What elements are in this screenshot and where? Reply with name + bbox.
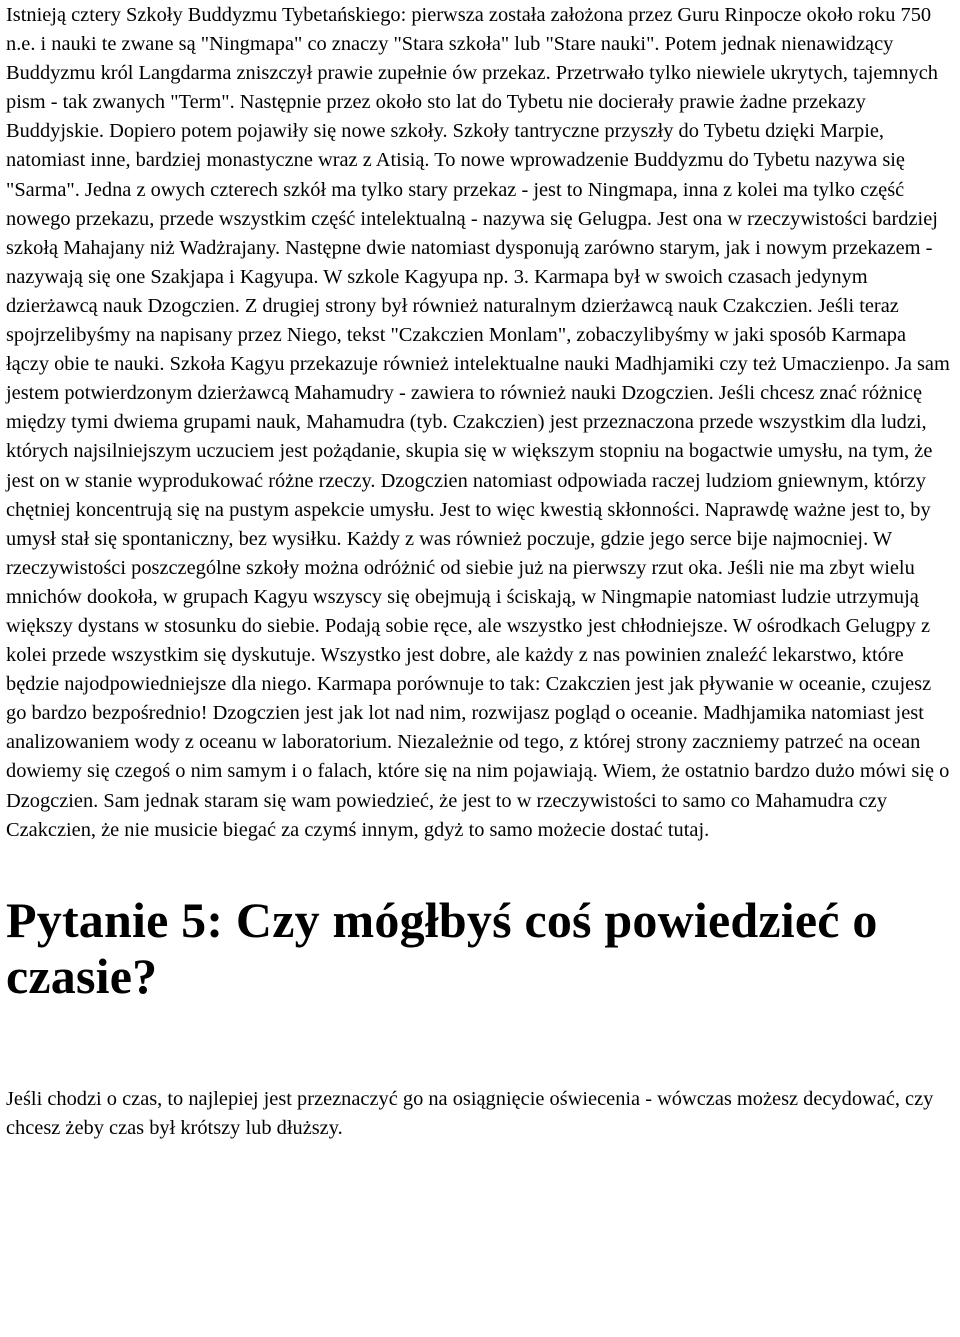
- question-heading: Pytanie 5: Czy mógłbyś coś powiedzieć o czasie?: [6, 891, 878, 1004]
- body-paragraph-time: Jeśli chodzi o czas, to najlepiej jest przeznaczyć go na osiągnięcie oświecenia - wówczas możesz decydować, czy chcesz żeby czas był krótszy lub dłuższy.: [6, 1087, 934, 1139]
- document-page: [6, 0, 954, 1143]
- body-paragraph-schools: Istnieją cztery Szkoły Buddyzmu Tybetańskiego: pierwsza została założona przez Guru Rinpocze około roku 750 n.e. i nauki te zwane są "Ningmapa" co znaczy "Stara szkoła" lub "Stare nauki". Potem jednak nienawidzący Buddyzmu król Langdarma zniszczył prawie zupełnie ów przekaz. Przetrwało tylko niewiele ukrytych, tajemnych pism - tak zwanych "Term". Następnie przez około sto lat do Tybetu nie docierały prawie żadne przekazy Buddyjskie. Dopiero potem pojawiły się nowe szkoły. Szkoły tantryczne przyszły do Tybetu dzięki Marpie, natomiast inne, bardziej monastyczne wraz z Atisią. To nowe wprowadzenie Buddyzmu do Tybetu nazywa się "Sarma". Jedna z owych czterech szkół ma tylko stary przekaz - jest to Ningmapa, inna z kolei ma tylko część nowego przekazu, przede wszystkim część intelektualną - nazywa się Gelugpa. Jest ona w rzeczywistości bardziej szkołą Mahajany niż Wadżrajany. Następne dwie natomiast dysponują zarówno starym, jak i nowym przekazem - nazywają się one Szakjapa i Kagyupa. W szkole Kagyupa np. 3. Karmapa był w swoich czasach jedynym dzierżawcą nauk Dzogczien. Z drugiej strony był również naturalnym dzierżawcą nauk Czakczien. Jeśli teraz spojrzelibyśmy na napisany przez Niego, tekst "Czakczien Monlam", zobaczylibyśmy w jaki sposób Karmapa łączy obie te nauki. Szkoła Kagyu przekazuje również intelektualne nauki Madhjamiki czy też Umaczienpo. Ja sam jestem potwierdzonym dzierżawcą Mahamudry - zawiera to również nauki Dzogczien. Jeśli chcesz znać różnicę między tymi dwiema grupami nauk, Mahamudra (tyb. Czakczien) jest przeznaczona przede wszystkim dla ludzi, których najsilniejszym uczuciem jest pożądanie, skupia się w większym stopniu na bogactwie umysłu, na tym, że jest on w stanie wyprodukować różne rzeczy. Dzogczien natomiast odpowiada raczej ludziom gniewnym, którzy chętniej koncentrują się na pustym aspekcie umysłu. Jest to więc kwestią skłonności. Naprawdę ważne jest to, by umysł stał się spontaniczny, bez wysiłku. Każdy z was również poczuje, gdzie jego serce bije najmocniej. W rzeczywistości poszczególne szkoły można odróżnić od siebie już na pierwszy rzut oka. Jeśli nie ma zbyt wielu mnichów dookoła, w grupach Kagyu wszyscy się obejmują i ściskają, w Ningmapie natomiast ludzie utrzymują większy dystans w stosunku do siebie. Podają sobie ręce, ale wszystko jest chłodniejsze. W ośrodkach Gelugpy z kolei przede wszystkim się dyskutuje. Wszystko jest dobre, ale każdy z nas powinien znaleźć lekarstwo, które będzie najodpowiedniejsze dla niego. Karmapa porównuje to tak: Czakczien jest jak pływanie w oceanie, czujesz go bardzo bezpośrednio! Dzogczien jest jak lot nad nim, rozwijasz pogląd o oceanie. Madhjamika natomiast jest analizowaniem wody z oceanu w laboratorium. Niezależnie od tego, z której strony zaczniemy patrzeć na ocean dowiemy się czegoś o nim samym i o falach, które się na nim pojawiają. Wiem, że ostatnio bardzo dużo mówi się o Dzogczien. Sam jednak staram się wam powiedzieć, że jest to w rzeczywistości to samo co Mahamudra czy Czakczien, że nie musicie biegać za czymś innym, gdyż to samo możecie dostać tutaj.: [6, 4, 950, 841]
